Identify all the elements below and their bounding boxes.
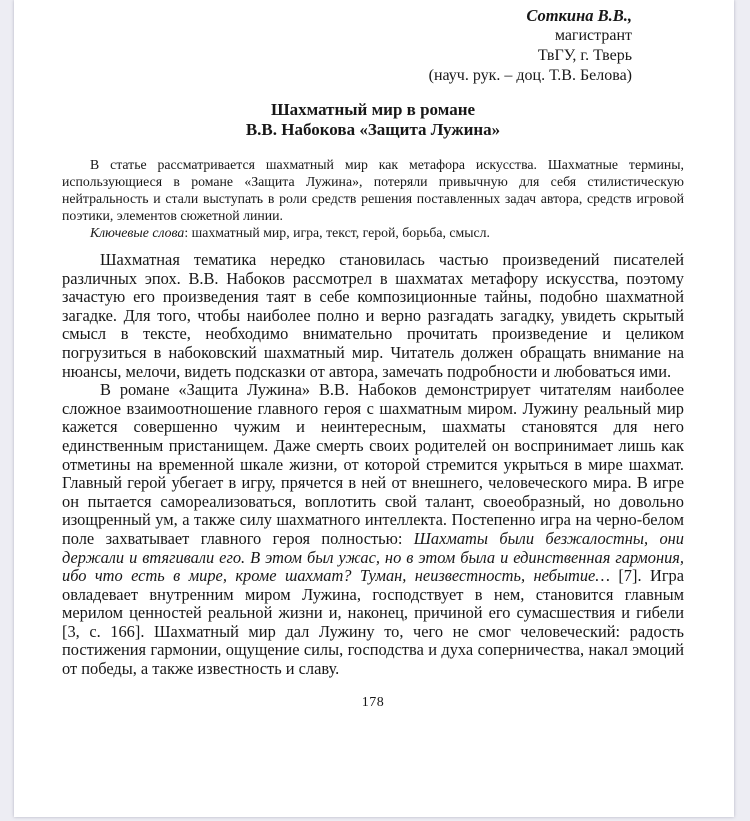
text-run: В романе «Защита Лужина» В.В. Набоков демонстрирует читателям наиболее сложное взаимоотношение главного героя с шахматным миром. Лужину реальный мир кажется совершенно чужим и неинтересным, шахматы становятся для него единственным пристанищем. Даже смерть своих родителей он воспринимает лишь как отметины на временной шкале жизни, от которой стремится укрыться в мире шахмат. Главный герой убегает в игру, прячется в ней от внешнего, человеческого мира. В игре он пытается самореализоваться, воплотить свой талант, своеобразный, но довольно изощренный ум, а также силу шахматного интеллекта. Постепенно игра на черно-белом поле захватывает главного героя полностью:: [62, 380, 684, 548]
byline-block: [62, 6, 632, 86]
body-paragraph: [62, 381, 684, 679]
article-title: [62, 100, 684, 140]
keywords-line: [62, 224, 684, 241]
body-paragraph: [62, 251, 684, 381]
article-title-line1: Шахматный мир в романе: [270, 100, 476, 119]
author-role: магистрант: [554, 27, 632, 44]
abstract-text: В статье рассматривается шахматный мир как метафора искусства. Шахматные термины, использующиеся в романе «Защита Лужина», потеряли привычную для себя стилистическую нейтральность и стали выступать в роли средств решения поставленных задач автора, средств игровой поэтики, элементов сюжетной линии.: [62, 157, 684, 223]
page-number: 178: [361, 694, 385, 710]
article-title-line2: В.В. Набокова «Защита Лужина»: [245, 120, 501, 139]
quotation-run: Шахматы были безжалостны, они держали и втягивали его. В этом был ужас, но в этом была и единственная гармония, ибо что есть в мире, кроме шахмат? Туман, неизвестность, небытие…: [62, 528, 684, 586]
page-content: [14, 0, 734, 711]
author-affiliation: ТвГУ, г. Тверь: [537, 47, 632, 64]
text-run: Шахматная тематика нередко становилась частью произведений писателей различных эпох. В.В. Набоков рассмотрел в шахматах метафору искусства, поэтому зачастую его произведения таят в себе композиционные тайны, подобно шахматной загадке. Для того, чтобы наиболее полно и верно разгадать загадку, увидеть скрытый смысл в тексте, необходимо внимательно прочитать произведение и целиком погрузиться в набоковский шахматный мир. Читатель должен обращать внимание на нюансы, мелочи, видеть подсказки от автора, замечать подробности и любоваться ими.: [62, 250, 684, 381]
article-body: [62, 251, 684, 679]
keywords-list: : шахматный мир, игра, текст, герой, борьба, смысл.: [184, 225, 491, 240]
keywords-label: Ключевые слова: [90, 225, 185, 240]
abstract-block: [62, 156, 684, 241]
author-advisor: (науч. рук. – доц. Т.В. Белова): [428, 67, 632, 84]
author-name: Соткина В.В.,: [526, 6, 632, 25]
document-page: [14, 0, 734, 817]
text-run: [7]. Игра овладевает внутренним миром Лужина, господствует в нем, становится главным мерилом ценностей реальной жизни и, наконец, причиной его сумасшествия и гибели [3, с. 166]. Шахматный мир дал Лужину то, чего не смог человеческий: радость постижения гармонии, ощущение силы, господства и духа соперничества, накал эмоций от победы, а также известность и славу.: [62, 566, 685, 679]
